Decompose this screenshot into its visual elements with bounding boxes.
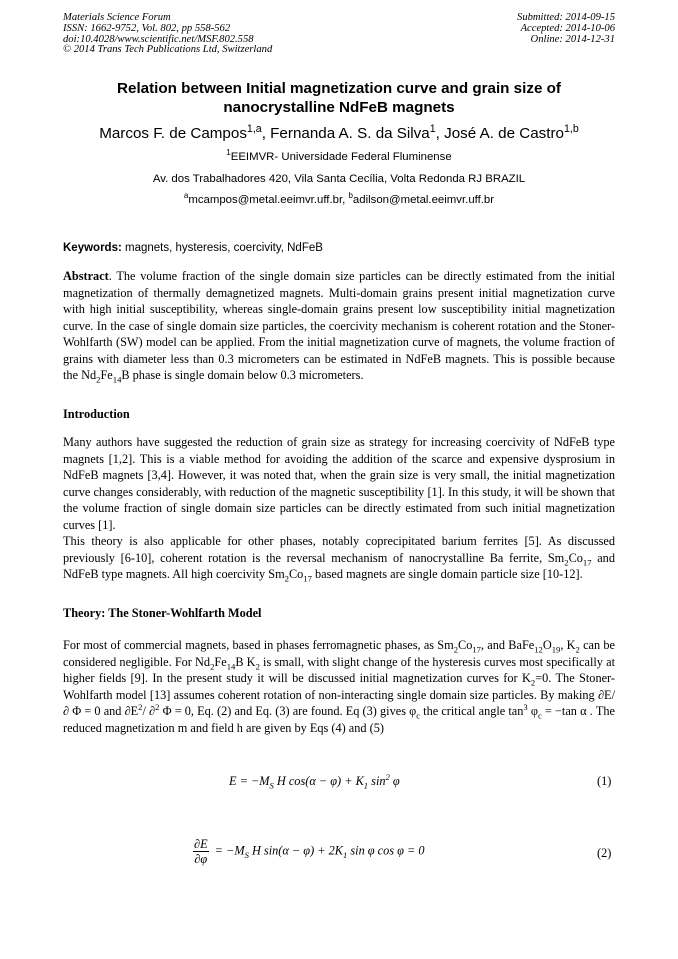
online-date: Online: 2014-12-31 <box>530 33 615 45</box>
eq-part: H sin(α − φ) + 2K <box>248 843 343 858</box>
co-symbol: Co <box>568 550 583 565</box>
journal-name: Materials Science Forum <box>63 12 171 23</box>
sub: 2 <box>530 677 536 688</box>
email-sup: a <box>183 191 189 201</box>
author-name: José A. de Castro <box>444 125 564 142</box>
theory-text: is small, with slight change of the hysteresis curves most specifically at higher fields [9]. In the present study it will be discussed initial magnetization curves for K <box>63 654 615 685</box>
eq-part: = −M <box>211 843 245 858</box>
fraction-denominator: ∂φ <box>194 852 208 866</box>
intro-text: This theory is also applicable for other phases, notably coprecipitated barium ferrites [5]. As discussed previously [6-10], coherent rotation is the reversal mechanism of nanocrystalline Ba ferrite, Sm <box>63 534 615 565</box>
sup: 2 <box>155 701 160 712</box>
author-sup: 1,a <box>246 122 262 135</box>
copyright: © 2014 Trans Tech Publications Ltd, Switzerland <box>63 44 273 56</box>
theory-heading: Theory: The Stoner-Wohlfarth Model <box>63 606 262 620</box>
sub: c <box>537 710 542 721</box>
abstract-text: . The volume fraction of the single domain size particles can be directly estimated from the initial magnetization of thermally demagnetized magnets. Multi-domain grains present initial magnetization curve with high initial susceptibility, whereas single-domain grains present low susceptibility initial magnetization curve. In the case of single domain size particles, the coercivity mechanism is coherent rotation and the Stoner-Wohlfarth (SW) model can be applied. From the initial magnetization curve of magnets, the volume fraction of grains with diameter less than 0.3 micrometers can be estimated in NdFeB magnets. This is possible because the Nd <box>63 269 615 382</box>
eq-part: sin φ cos φ = 0 <box>347 843 425 858</box>
theory-paragraph <box>63 637 615 736</box>
abstract-label: Abstract <box>63 269 109 283</box>
sup: 3 <box>523 701 528 712</box>
keywords-label: Keywords: <box>63 242 122 254</box>
sub: 1 <box>342 849 348 860</box>
author-list: Marcos F. de Campos$^{1,a}$, Fernanda A. S. da Silva$^1$, José A. de Castro$^{1,b}$ <box>99 122 579 142</box>
equation-1-number: (1) <box>597 774 612 788</box>
sub: 17 <box>303 573 312 584</box>
eq-part: E = −M <box>229 774 270 788</box>
theory-text: can be considered negligible. For Nd <box>63 638 615 669</box>
email-link[interactable]: adilson@metal.eeimvr.uff.br <box>352 194 495 206</box>
theory-text: =0. The Stoner-Wohlfarth model [13] assumes coherent rotation of non-interacting single domain size particles. By making ∂E/ ∂ Φ = 0 and ∂E <box>63 671 616 718</box>
issn: ISSN: 1662-9752, Vol. 802, pp 558-562 <box>63 22 231 34</box>
sub: 2 <box>284 573 289 584</box>
sub: S <box>244 849 249 860</box>
sub: 2 <box>575 644 580 655</box>
co-symbol: Co <box>288 567 304 581</box>
sub: S <box>269 780 274 791</box>
sub: 17 <box>582 556 592 567</box>
email-link[interactable]: mcampos@metal.eeimvr.uff.br <box>188 194 343 206</box>
affiliation-institution <box>63 150 615 164</box>
equation-1 <box>229 771 400 791</box>
introduction-heading: Introduction <box>63 407 130 421</box>
accepted-date: Accepted: 2014-10-06 <box>520 22 615 34</box>
fe-symbol: Fe <box>214 654 227 669</box>
eq-part: sin <box>368 774 386 788</box>
theory-text: Φ = 0, Eq. (2) and Eq. (3) are found. Eq (3) gives φ <box>159 704 417 718</box>
submitted-date: Submitted: 2014-09-15 <box>517 12 615 23</box>
paper-title: Relation between Initial magnetization curve and grain size of nanocrystalline NdFeB magnets <box>117 80 561 116</box>
theory-text: B K <box>235 654 256 669</box>
sub: 17 <box>472 644 481 655</box>
theory-text: φ <box>527 704 538 718</box>
keywords <box>63 241 615 255</box>
co-symbol: Co <box>458 638 473 652</box>
sub: 19 <box>551 644 561 655</box>
institution: EEIMVR- Universidade Federal Fluminense <box>230 151 452 163</box>
submission-dates <box>400 13 615 45</box>
eq-part: H cos(α − φ) + K <box>273 774 364 788</box>
theory-text: For most of commercial magnets, based in phases ferromagnetic phases, as Sm <box>63 638 454 652</box>
author-name: Fernanda A. S. da Silva <box>270 125 430 142</box>
sup: 2 <box>385 771 390 782</box>
theory-text: = −tan α . The reduced magnetization m and field h are given by Eqs (4) and (5) <box>63 704 615 735</box>
sub: 2 <box>210 660 215 671</box>
sub: 1 <box>363 780 369 791</box>
author-sup: 1 <box>429 122 436 135</box>
email-sup: b <box>348 191 353 201</box>
sub: 14 <box>226 660 236 671</box>
theory-text: / ∂ <box>142 704 156 718</box>
sub: 2 <box>255 660 260 671</box>
sub: 14 <box>112 374 122 385</box>
fe-symbol: Fe <box>100 368 113 382</box>
keywords-text: magnets, hysteresis, coercivity, NdFeB <box>125 242 323 254</box>
sub: 2 <box>564 556 569 567</box>
sub: c <box>416 710 421 721</box>
doi: doi:10.4028/www.scientific.net/MSF.802.558 <box>63 33 254 45</box>
sub: 2 <box>96 374 101 385</box>
o-symbol: O <box>542 638 552 652</box>
introduction-paragraph-1: Many authors have suggested the reduction of grain size as strategy for increasing coercivity of NdFeB type magnets [1,2]. This is a viable method for avoiding the addition of the scarce and expensive dysprosium in NdFeB magnets [3,4]. However, it was noted that, when the grain size is very small, the initial magnetization curve changes considerably, with reduction of the magnetic susceptibility [1]. In this study, it will be shown that the volume fraction of single domain size particles can be directly estimated from such initial magnetization curves [1]. <box>63 435 615 532</box>
intro-text: and NdFeB type magnets. All high coercivity Sm <box>63 550 615 581</box>
sub: 2 <box>453 644 459 655</box>
introduction-paragraph-2 <box>63 533 615 583</box>
affil-sup: 1 <box>226 148 231 158</box>
journal-info <box>63 13 363 56</box>
intro-text: based magnets are single domain particle size [10-12]. <box>311 567 583 581</box>
derivative-fraction <box>193 837 209 866</box>
affiliation-address: Av. dos Trabalhadores 420, Vila Santa Cecília, Volta Redonda RJ BRAZIL <box>152 173 526 185</box>
equation-2 <box>193 837 425 866</box>
theory-text: , and BaFe <box>480 638 535 652</box>
equation-2-number: (2) <box>597 846 612 860</box>
abstract <box>63 268 615 384</box>
affiliation-emails: $^a$mcampos@metal.eeimvr.uff.br, $^b$adilson@metal.eeimvr.uff.br <box>183 191 495 206</box>
sub: 12 <box>534 644 543 655</box>
abstract-text: B phase is single domain below 0.3 micrometers. <box>121 368 364 382</box>
theory-text: , K <box>560 638 576 652</box>
author-name: Marcos F. de Campos <box>99 125 247 142</box>
sup: 2 <box>138 701 143 712</box>
author-sup: 1,b <box>564 122 579 135</box>
theory-text: the critical angle tan <box>420 704 524 718</box>
eq-part: φ <box>389 774 400 788</box>
fraction-numerator: ∂E <box>194 837 208 851</box>
